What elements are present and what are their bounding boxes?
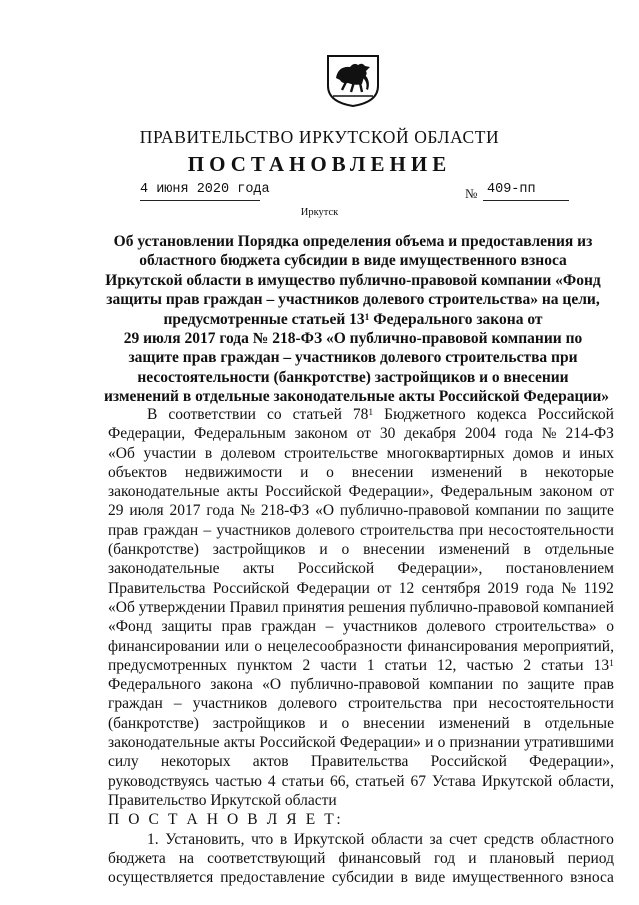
title-line: 29 июля 2017 года № 218-ФЗ «О публично-правовой компании по — [123, 330, 583, 348]
item-line: бюджета на соответствующий финансовый год и плановый период — [108, 849, 614, 867]
title-line: областного бюджета субсидии в виде имущественного взноса — [139, 252, 567, 270]
body-line: финансировании или о нецелесообразности финансирования мероприятий, — [108, 637, 614, 655]
title-line: несостоятельности (банкротстве) застройщиков и о внесении — [137, 368, 569, 386]
body-line: 29 июля 2017 года № 218-ФЗ «О публично-правовой компании по защите — [108, 502, 614, 520]
body-line: граждан – участников долевого строительства при несостоятельности — [108, 695, 614, 713]
irkutsk-emblem-icon — [324, 52, 382, 108]
body-line: руководствуясь частью 4 статьи 66, статьей 67 Устава Иркутской области, — [108, 772, 614, 790]
title-line: изменений в отдельные законодательные акты Российской Федерации» — [104, 388, 610, 406]
body-line: Федерального закона «О публично-правовой компании по защите прав — [108, 676, 614, 694]
decree-number: 409-пп — [487, 182, 536, 197]
body-line: Федерации, Федеральным законом от 30 декабря 2004 года № 214-ФЗ — [108, 425, 614, 443]
body-line: (банкротстве) застройщиков и о внесении изменений в отдельные — [108, 541, 614, 559]
body-line: законодательные акты Российской Федерации», постановлением — [108, 560, 614, 578]
body-line: «Фонд защиты прав граждан – участников долевого строительства» о — [108, 618, 614, 636]
decree-title — [104, 232, 610, 407]
title-line: предусмотренные статьей $13^1$ Федерального закона от — [163, 310, 543, 328]
date-underline — [140, 200, 260, 201]
title-line: защиты прав граждан – участников долевого строительства» на цели, — [106, 291, 600, 309]
number-underline — [483, 200, 569, 201]
item-line: 1. Установить, что в Иркутской области за счет средств областного — [147, 830, 614, 848]
body-line: «Об участии в долевом строительстве многоквартирных домов и иных — [108, 444, 614, 462]
title-line: Иркутской области в имущество публично-правовой компании «Фонд — [105, 271, 601, 289]
body-line: Правительства Российской Федерации от 12 сентября 2019 года № 1192 — [108, 579, 614, 597]
body-line: законодательные акты Российской Федерации», Федеральным законом от — [108, 483, 614, 501]
document-type: ПОСТАНОВЛЕНИЕ — [187, 152, 452, 176]
number-sign: № — [465, 186, 478, 201]
title-line: защите прав граждан – участников долевого строительства при — [128, 349, 578, 367]
body-line: предусмотренных пунктом 2 части 1 статьи 12, частью 2 статьи $13^1$ — [108, 656, 614, 674]
body-line: силу некоторых актов Правительства Российской Федерации», — [108, 753, 614, 771]
body-line: В соответствии со статьей $78^1$ Бюджетного кодекса Российской — [147, 406, 614, 423]
body-line: объектов недвижимости и о внесении изменений в некоторые — [108, 463, 614, 481]
resolves-heading: П О С Т А Н О В Л Я Е Т: — [108, 811, 344, 829]
body-line: прав граждан – участников долевого строительства при несостоятельности — [108, 521, 614, 539]
body-line: (банкротстве) застройщиков и о внесении изменений в отдельные — [108, 714, 614, 732]
body-line: Правительство Иркутской области — [108, 791, 337, 809]
decree-body — [108, 405, 614, 887]
city-name: Иркутск — [300, 207, 339, 218]
body-line: «Об утверждении Правил принятия решения публично-правовой компанией — [108, 598, 614, 616]
item-line: осуществляется предоставление субсидии в виде имущественного взноса — [108, 869, 614, 887]
title-line: Об установлении Порядка определения объема и предоставления из — [113, 233, 593, 250]
body-line: законодательные акты Российской Федерации» и о признании утратившими — [108, 734, 614, 752]
decree-date: 4 июня 2020 года — [140, 182, 270, 197]
government-name: ПРАВИТЕЛЬСТВО ИРКУТСКОЙ ОБЛАСТИ — [139, 127, 500, 147]
